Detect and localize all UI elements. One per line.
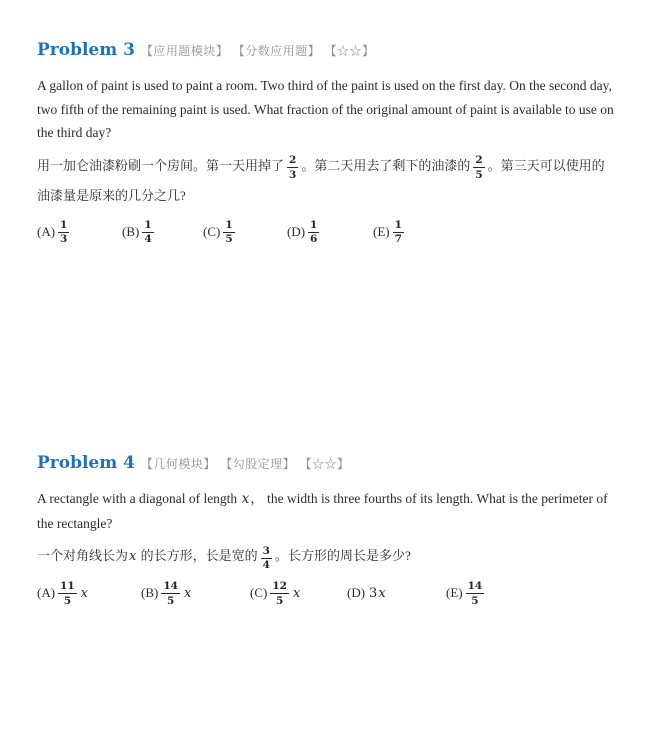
fraction-numerator: 2 [475,154,483,166]
fraction-denominator: 5 [167,594,175,607]
option-b [141,580,250,607]
option-fraction [223,219,234,246]
problem-4-heading [37,451,615,476]
option-c [250,580,347,607]
option-label: (D) [347,585,366,601]
option-fraction [466,580,485,607]
fraction-denominator: 3 [60,233,68,245]
option-d [347,585,446,601]
problem-4-answer-options [37,580,615,607]
fraction-two-thirds [287,154,298,181]
fraction-two-fifths [473,154,484,181]
chinese-segment: 。第三天可以使用的油漆量是原来的几分之几? [37,157,605,203]
problem-3-chinese-text [37,151,615,210]
option-fraction [58,580,77,607]
option-label: (A) [37,585,56,601]
fraction-three-fourths [261,545,272,572]
option-label: (D) [287,223,306,239]
fraction-numerator: 1 [394,218,402,231]
option-fraction [270,580,289,607]
option-fraction [142,219,153,246]
option-fraction [393,219,404,246]
chinese-segment: 。长方形的周长是多少? [274,548,411,563]
fraction-denominator: 7 [394,233,402,245]
math-variable-x: x [80,585,89,601]
problem-4-title: Problem 4 [37,453,135,473]
chinese-segment: 的长方形，长是宽的 [137,548,258,563]
math-variable-x: x [241,491,250,507]
problem-3-section [37,38,615,245]
math-variable-x: x [378,585,386,601]
fraction-denominator: 3 [289,168,297,181]
option-label: (A) [37,223,56,239]
option-a [37,580,141,607]
fraction-numerator: 3 [262,544,270,557]
problem-3-title: Problem 3 [37,40,135,60]
option-a [37,219,122,246]
option-e [373,219,407,246]
english-segment: ， the width is three fourths of its length. What is the perimeter of the rectangle? [37,491,608,531]
option-d [287,219,373,246]
fraction-denominator: 5 [225,233,233,245]
fraction-numerator: 1 [144,218,152,231]
problem-3-tags: 【应用题模块】 【分数应用题】 【☆☆】 [140,44,375,58]
fraction-numerator: 14 [467,580,483,592]
fraction-denominator: 5 [276,594,284,607]
option-fraction [161,580,180,607]
fraction-numerator: 12 [272,580,287,592]
fraction-numerator: 1 [225,218,233,231]
option-label: (B) [122,223,140,239]
option-fraction [308,219,319,246]
math-variable-x: x [292,585,301,601]
option-b [122,219,203,246]
option-e [446,580,487,607]
option-fraction [58,219,69,246]
option-c [203,219,287,246]
fraction-denominator: 5 [471,594,479,607]
problem-4-section [37,451,615,607]
math-variable-x: x [129,549,137,564]
chinese-segment: 一个对角线长为 [37,548,129,563]
problem-4-english-text [37,487,615,535]
chinese-segment: 。第二天用去了剩下的油漆的 [301,157,471,173]
english-segment: A rectangle with a diagonal of length [37,491,241,506]
math-coefficient: 3 [369,585,378,601]
problem-3-heading [37,38,615,63]
math-variable-x: x [183,585,192,601]
fraction-numerator: 11 [60,580,75,592]
fraction-denominator: 4 [144,233,152,245]
problem-4-chinese-text [37,541,615,571]
problem-3-english-text: A gallon of paint is used to paint a room. Two third of the paint is used on the first day. On the second day, two fifth of the remaining paint is used. What fraction of the original amount of paint is available to use on the third day? [37,78,614,140]
fraction-denominator: 4 [262,559,270,571]
problem-4-tags: 【几何模块】 【勾股定理】 【☆☆】 [140,457,350,471]
option-label: (C) [250,585,268,601]
fraction-numerator: 1 [310,218,318,231]
chinese-segment: 用一加仑油漆粉刷一个房间。第一天用掉了 [37,157,285,173]
fraction-denominator: 5 [63,594,72,607]
fraction-numerator: 1 [60,218,68,231]
option-label: (E) [373,223,390,239]
option-label: (B) [141,585,159,601]
fraction-denominator: 5 [475,168,483,181]
fraction-numerator: 2 [289,154,297,166]
fraction-denominator: 6 [310,233,318,245]
option-label: (C) [203,223,221,239]
option-label: (E) [446,585,463,601]
fraction-numerator: 14 [163,580,178,592]
problem-3-answer-options [37,219,615,246]
